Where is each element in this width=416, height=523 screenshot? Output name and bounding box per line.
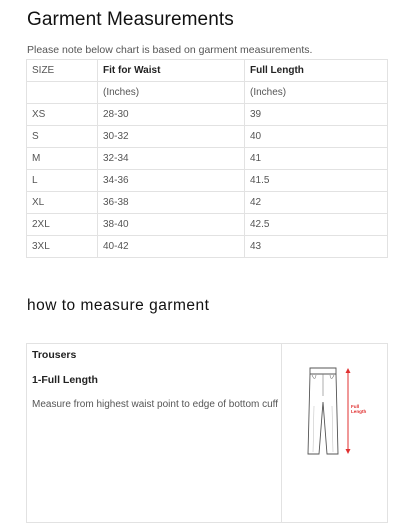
chart-note: Please note below chart is based on garment measurements.: [27, 44, 313, 56]
waist-cell: 34-36: [98, 170, 245, 192]
header-waist: Fit for Waist: [98, 60, 245, 82]
length-cell: 42.5: [245, 214, 388, 236]
table-header-row: [27, 60, 388, 82]
trousers-diagram-icon: [302, 362, 372, 458]
length-cell: 41: [245, 148, 388, 170]
waist-cell: 28-30: [98, 104, 245, 126]
header-length: Full Length: [245, 60, 388, 82]
length-cell: 41.5: [245, 170, 388, 192]
table-row: [27, 126, 388, 148]
measure-guide-box: [26, 343, 388, 523]
length-cell: 43: [245, 236, 388, 258]
size-cell: L: [27, 170, 98, 192]
table-row: [27, 236, 388, 258]
size-cell: S: [27, 126, 98, 148]
waist-cell: 38-40: [98, 214, 245, 236]
diagram-label-length: Length: [351, 409, 367, 414]
table-row: [27, 170, 388, 192]
measure-guide-text: [27, 344, 282, 522]
garment-type: Trousers: [32, 349, 77, 361]
size-cell: 3XL: [27, 236, 98, 258]
measure-guide-image: [282, 344, 388, 522]
page-title: Garment Measurements: [27, 9, 234, 30]
diagram-label-full: Full: [351, 404, 360, 409]
waist-cell: 40-42: [98, 236, 245, 258]
size-cell: 2XL: [27, 214, 98, 236]
table-row: [27, 104, 388, 126]
units-waist: (Inches): [98, 82, 245, 104]
length-cell: 42: [245, 192, 388, 214]
measurement-name: 1-Full Length: [32, 374, 98, 386]
header-size: SIZE: [27, 60, 98, 82]
table-units-row: [27, 82, 388, 104]
size-table: [26, 59, 388, 258]
table-row: [27, 148, 388, 170]
size-cell: XS: [27, 104, 98, 126]
table-row: [27, 214, 388, 236]
how-to-measure-title: how to measure garment: [27, 297, 210, 314]
units-size: [27, 82, 98, 104]
waist-cell: 32-34: [98, 148, 245, 170]
table-row: [27, 192, 388, 214]
size-cell: XL: [27, 192, 98, 214]
units-length: (Inches): [245, 82, 388, 104]
size-cell: M: [27, 148, 98, 170]
measurement-description: Measure from highest waist point to edge of bottom cuff: [32, 399, 279, 410]
length-cell: 39: [245, 104, 388, 126]
waist-cell: 36-38: [98, 192, 245, 214]
waist-cell: 30-32: [98, 126, 245, 148]
length-cell: 40: [245, 126, 388, 148]
